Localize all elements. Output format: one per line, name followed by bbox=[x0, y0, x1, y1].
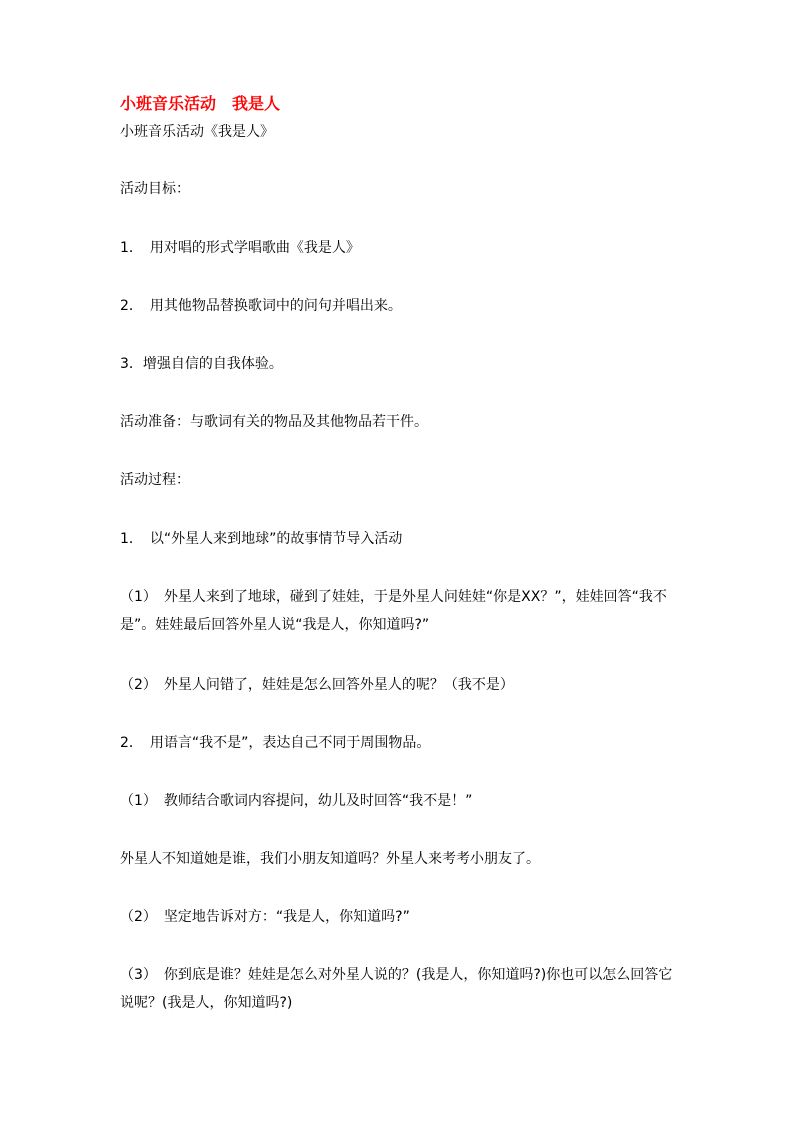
process-step-1-1: （1） 外星人来到了地球，碰到了娃娃，于是外星人问娃娃“你是XX？”，娃娃回答“我不是”。娃娃最后回答外星人说“我是人，你知道吗?” bbox=[120, 589, 667, 633]
process-step-2-1-note: 外星人不知道她是谁，我们小朋友知道吗？外星人来考考小朋友了。 bbox=[120, 851, 540, 867]
goal-item-3: 3．增强自信的自我体验。 bbox=[120, 356, 283, 372]
process-step-2-2: （2） 坚定地告诉对方：“我是人，你知道吗?” bbox=[120, 909, 410, 925]
process-heading: 活动过程： bbox=[120, 472, 190, 488]
preparation-paragraph: 活动准备：与歌词有关的物品及其他物品若干件。 bbox=[120, 414, 428, 430]
document-subtitle: 小班音乐活动《我是人》 bbox=[120, 124, 274, 140]
process-step-1: 1． 以“外星人来到地球”的故事情节导入活动 bbox=[120, 531, 403, 547]
process-step-2-3: （3） 你到底是谁？娃娃是怎么对外星人说的？(我是人，你知道吗?)你也可以怎么回答它说呢？(我是人，你知道吗?) bbox=[120, 967, 673, 1011]
process-step-2-1: （1） 教师结合歌词内容提问，幼儿及时回答“我不是！” bbox=[120, 793, 473, 809]
document-title: 小班音乐活动 我是人 bbox=[120, 94, 281, 113]
goal-item-1: 1． 用对唱的形式学唱歌曲《我是人》 bbox=[120, 240, 360, 256]
process-step-1-2: （2） 外星人问错了，娃娃是怎么回答外星人的呢？（我不是） bbox=[120, 677, 514, 693]
process-step-2: 2． 用语言“我不是”，表达自己不同于周围物品。 bbox=[120, 735, 431, 751]
goal-item-2: 2． 用其他物品替换歌词中的问句并唱出来。 bbox=[120, 298, 402, 314]
goals-heading: 活动目标： bbox=[120, 181, 190, 197]
